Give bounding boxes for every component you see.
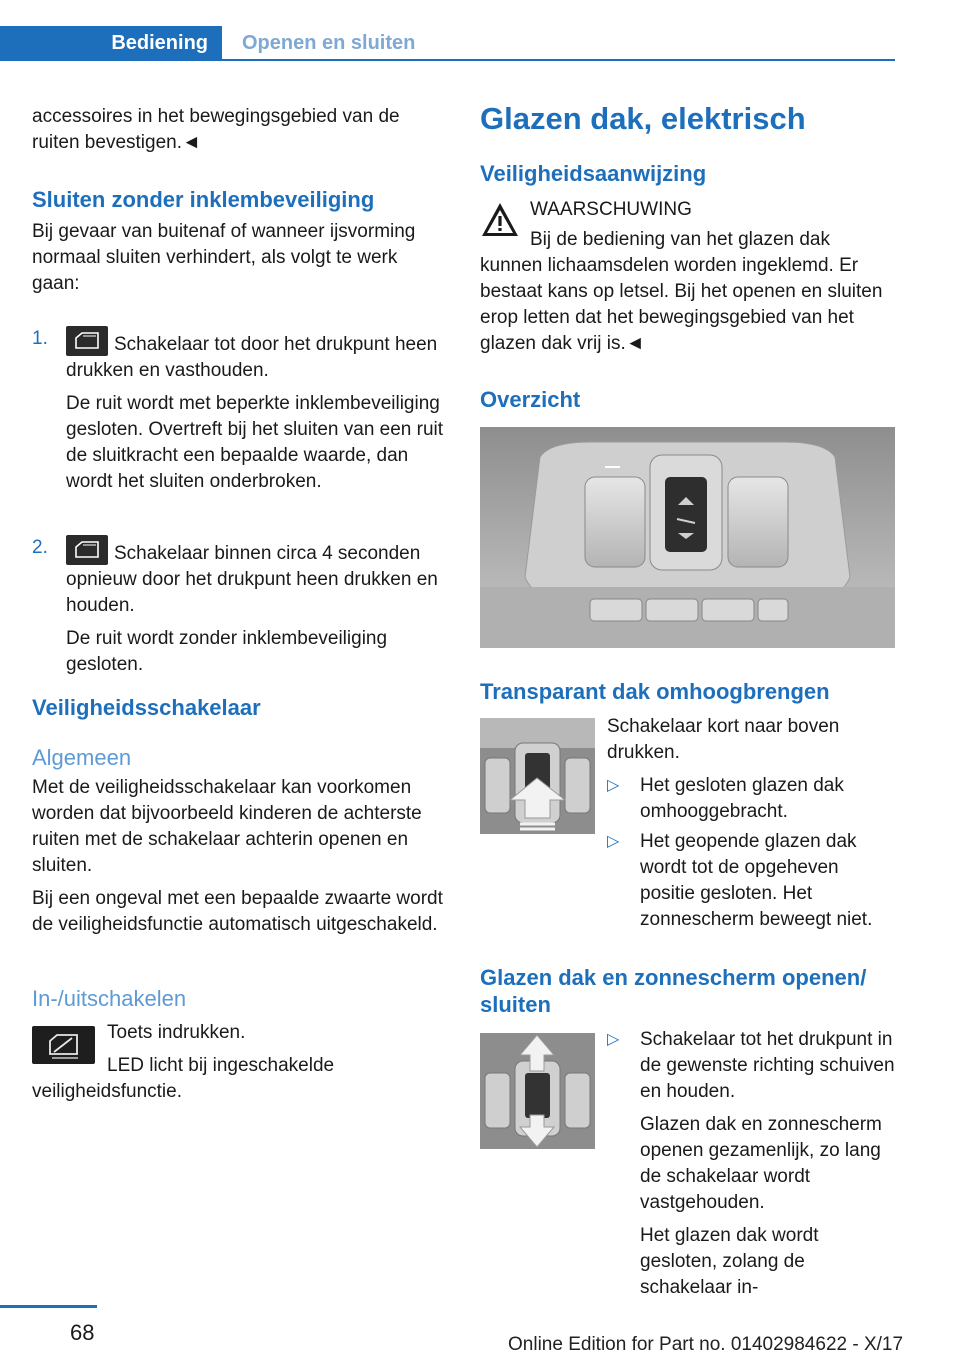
warning-triangle-icon [480, 201, 520, 244]
open-close-switch-photo [480, 1033, 595, 1149]
open-close-bullet: ▷ Schakelaar tot het drukpunt in de gewenste richting schuiven en houden. Glazen dak en zonnescherm openen gezamenlijk, zo lang de schakelaar wordt vastgehouden. Het glazen dak wordt gesloten, zolang de schakelaar in- [607, 1029, 895, 1298]
step-1 [32, 326, 447, 516]
heading-safety-notice: Veiligheidsaanwijzing [480, 161, 707, 186]
section-tab-next: Openen en sluiten [242, 32, 416, 54]
heading-close-without-protection: Sluiten zonder inklembeveiliging [32, 187, 375, 212]
heading-safety-switch: Veiligheidsschakelaar [32, 695, 261, 720]
toggle-section: Toets indrukken. LED licht bij ingeschakelde veiligheidsfunctie. [32, 1022, 335, 1102]
general-text: Met de veiligheidsschakelaar kan voorkomen worden dat bijvoorbeeld kinderen de achterste ruiten met de schakelaar achterin openen en sluiten. Bij een ongeval met een bepaalde zwaarte wordt de veiligheidsfunctie automatisch uitgeschakeld. [32, 777, 443, 935]
safety-switch-icon [32, 1026, 95, 1064]
window-switch-icon [66, 326, 108, 356]
section-tab-active: Bediening [0, 26, 222, 61]
step-detail: De ruit wordt met beperkte inklembeveiliging gesloten. Overtreft bij het sluiten van een ruit de sluitkracht een bepaalde waarde, dan wordt het sluiten onderbroken. [66, 393, 444, 492]
heading-raise-roof: Transparant dak omhoogbrengen [480, 679, 830, 704]
triangle-bullet-icon: ▷ [607, 777, 620, 794]
step-number: 1. [32, 328, 48, 349]
heading-general: Algemeen [32, 745, 132, 770]
heading-overview: Overzicht [480, 387, 581, 412]
step-2 [32, 535, 447, 675]
step-detail: De ruit wordt zonder inklembeveiliging gesloten. [66, 628, 388, 675]
overview-photo [480, 427, 895, 648]
step-main-text: Schakelaar tot door het drukpunt heen drukken en vasthouden. [66, 334, 438, 381]
page-number: 68 [70, 1320, 95, 1345]
heading-open-close-roof: Glazen dak en zonnescherm openen/ sluiten [480, 965, 867, 1017]
raise-switch-photo [480, 718, 595, 834]
step-main-text: Schakelaar binnen circa 4 seconden opnieuw door het drukpunt heen drukken en houden. [66, 543, 438, 616]
triangle-bullet-icon: ▷ [607, 1031, 620, 1048]
header-rule [222, 59, 895, 61]
raise-bullet-2: ▷ Het geopende glazen dak wordt tot de opgeheven positie gesloten. Het zonnescherm beweegt niet. [607, 831, 873, 930]
raise-intro: Schakelaar kort naar boven drukken. [607, 716, 840, 763]
warning-block: WAARSCHUWING Bij de bediening van het glazen dak kunnen lichaamsdelen worden ingeklemd. Er bestaat kans op letsel. Bij het openen en sluiten erop letten dat het bewegingsgebied van het glazen dak vrij is.◄ [480, 199, 883, 354]
raise-bullet-1: ▷ Het gesloten glazen dak omhooggebracht. [607, 775, 844, 822]
close-intro: Bij gevaar van buitenaf of wanneer ijsvorming normaal sluiten verhindert, als volgt te werk gaan: [32, 221, 416, 294]
triangle-bullet-icon: ▷ [607, 833, 620, 850]
footer-rule [0, 1305, 97, 1308]
edition-note: Online Edition for Part no. 01402984622 - X/17 [508, 1334, 904, 1355]
intro-paragraph: accessoires in het bewegingsgebied van de ruiten bevestigen.◄ [32, 106, 400, 153]
window-switch-icon [66, 535, 108, 565]
step-number: 2. [32, 537, 48, 558]
heading-toggle: In-/uitschakelen [32, 986, 187, 1011]
heading-glass-roof: Glazen dak, elektrisch [480, 101, 806, 136]
